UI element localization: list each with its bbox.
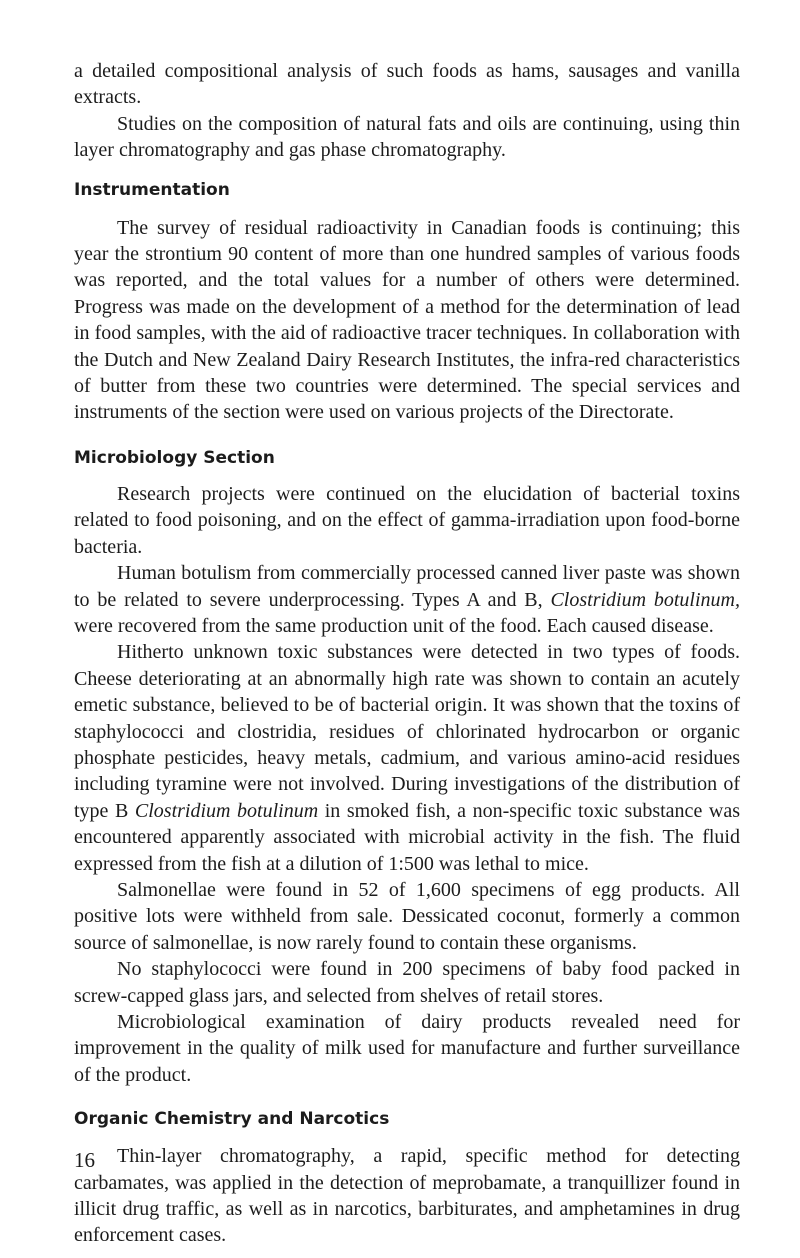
page-number: 16 — [74, 1148, 95, 1172]
heading-instrumentation: Instrumentation — [74, 179, 230, 200]
document-page — [74, 58, 740, 1249]
paragraph-staphylococci: No staphylococci were found in 200 specimens of baby food packed in screw-capped glass jars, and selected from shelves of retail stores. — [74, 958, 740, 1007]
paragraph-toxic-substances: Hitherto unknown toxic substances were detected in two types of foods. Cheese deteriorating at an abnormally high rate was shown to contain an acutely emetic substance, believed to be of bacterial origin. It was shown that the toxins of staphylococci and clostridia, residues of chlorinated hydrocarbon or organic phosphate pesticides, heavy metals, cadmium, and various amino-acid residues including tyramine were not involved. During investigations of the distribution of type B Clostridium botulinum in smoked fish, a non-specific toxic substance was encountered apparently associated with microbial activity in the fish. The fluid expressed from the fish at a dilution of 1:500 was lethal to mice. — [74, 641, 740, 875]
paragraph-instrumentation: The survey of residual radioactivity in Canadian foods is continuing; this year the strontium 90 content of more than one hundred samples of various foods was reported, and the total values for a number of others were determined. Progress was made on the development of a method for the determination of lead in food samples, with the aid of radioactive tracer techniques. In collaboration with the Dutch and New Zealand Dairy Research Institutes, the infra-red characteristics of butter from these two countries were determined. The special services and instruments of the section were used on various projects of the Directorate. — [74, 216, 740, 424]
species-name: Clostridium botulinum — [134, 799, 319, 822]
paragraph-thin-layer: Thin-layer chromatography, a rapid, specific method for detecting carbamates, was applied in the detection of meprobamate, a tranquillizer found in illicit drug traffic, as well as in narcotics, barbiturates, and amphetamines in drug enforcement cases. — [74, 1145, 740, 1247]
paragraph-continued: a detailed compositional analysis of such foods as hams, sausages and vanilla extracts. — [74, 60, 740, 109]
heading-organic-chemistry-narcotics: Organic Chemistry and Narcotics — [74, 1109, 390, 1130]
species-name: Clostridium botulinum, — [550, 588, 740, 611]
heading-microbiology-section: Microbiology Section — [74, 447, 275, 468]
paragraph-human-botulism: Human botulism from commercially processed canned liver paste was shown to be related to severe underprocessing. Types A and B, Clostridium botulinum, were recovered from the same production unit of the food. Each caused disease. — [74, 562, 740, 637]
paragraph-research-projects: Research projects were continued on the elucidation of bacterial toxins related to food poisoning, and on the effect of gamma-irradiation upon food-borne bacteria. — [74, 482, 740, 558]
paragraph-dairy-products: Microbiological examination of dairy products revealed need for improvement in the quality of milk used for manufacture and further surveillance of the product. — [74, 1011, 740, 1086]
paragraph-salmonellae: Salmonellae were found in 52 of 1,600 specimens of egg products. All positive lots were withheld from sale. Dessicated coconut, formerly a common source of salmonellae, is now rarely found to contain these organisms. — [74, 878, 740, 954]
paragraph-fats-oils: Studies on the composition of natural fats and oils are continuing, using thin layer chromatography and gas phase chromatography. — [74, 112, 740, 162]
